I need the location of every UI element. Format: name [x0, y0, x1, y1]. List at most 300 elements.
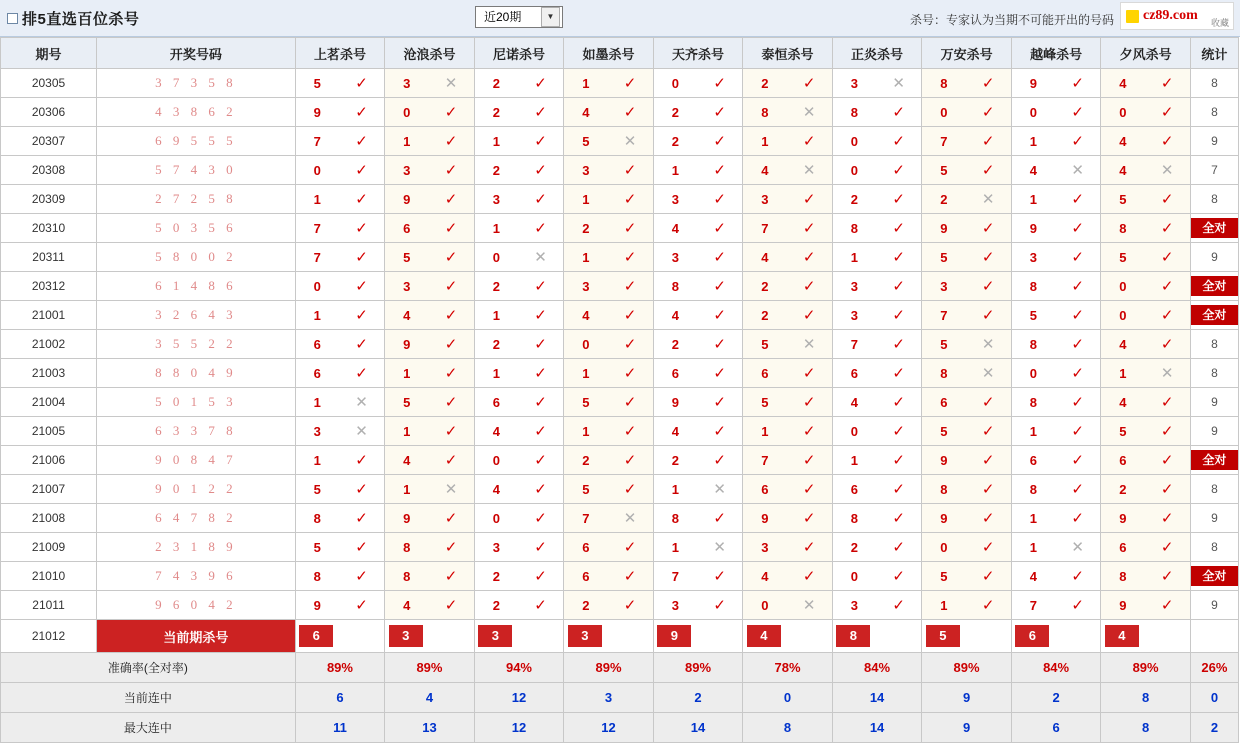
cell-kill-number: 1 [295, 185, 339, 214]
th-expert-8: 万安杀号 [922, 38, 1012, 69]
check-icon: ✓ [607, 156, 653, 185]
cell-open-numbers: 6 1 4 8 6 [97, 272, 296, 301]
cell-kill-number: 5 [922, 562, 966, 591]
cell-kill-number: 6 [295, 359, 339, 388]
check-icon: ✓ [697, 417, 743, 446]
cell-open-numbers: 6 3 3 7 8 [97, 417, 296, 446]
cell-kill-number: 7 [743, 446, 787, 475]
summary-stat: 0 [1190, 683, 1238, 713]
check-icon: ✓ [697, 243, 743, 272]
check-icon: ✓ [1055, 359, 1101, 388]
cell-kill-number: 2 [564, 214, 608, 243]
check-icon: ✓ [786, 69, 832, 98]
cell-kill-number: 2 [564, 446, 608, 475]
cross-icon: ✕ [965, 185, 1011, 214]
check-icon: ✓ [697, 214, 743, 243]
cell-kill-number: 7 [1011, 591, 1055, 620]
check-icon: ✓ [428, 185, 474, 214]
cell-kill-number: 3 [564, 272, 608, 301]
cell-issue: 21012 [1, 620, 97, 653]
check-icon: ✓ [428, 533, 474, 562]
cell-kill-number: 6 [1011, 446, 1055, 475]
check-icon: ✓ [339, 156, 385, 185]
check-icon: ✓ [1055, 330, 1101, 359]
cell-kill-number: 1 [474, 359, 518, 388]
check-icon: ✓ [697, 69, 743, 98]
cell-kill-number: 0 [922, 533, 966, 562]
check-icon: ✓ [965, 475, 1011, 504]
cell-kill-number: 9 [1011, 214, 1055, 243]
th-expert-9: 越峰杀号 [1011, 38, 1101, 69]
check-icon: ✓ [428, 127, 474, 156]
cell-kill-number: 4 [743, 562, 787, 591]
table-row [1, 214, 1239, 243]
cell-kill-number: 0 [1101, 272, 1145, 301]
cell-kill-number: 3 [653, 591, 697, 620]
check-icon: ✓ [518, 417, 564, 446]
check-icon: ✓ [965, 69, 1011, 98]
summary-value: 2 [1011, 683, 1101, 713]
cell-kill-number: 2 [474, 156, 518, 185]
check-icon: ✓ [1145, 272, 1191, 301]
logo-mark-icon [1126, 10, 1139, 23]
cell-kill-number: 8 [922, 475, 966, 504]
cell-kill-number: 1 [1011, 533, 1055, 562]
chevron-down-icon[interactable]: ▼ [541, 7, 560, 27]
cell-kill-number: 9 [1011, 69, 1055, 98]
check-icon: ✓ [786, 388, 832, 417]
page-header [0, 0, 1240, 37]
cross-icon: ✕ [428, 475, 474, 504]
cell-kill-number: 1 [743, 127, 787, 156]
cell-kill-number: 2 [922, 185, 966, 214]
summary-row [1, 713, 1239, 743]
cell-kill-number: 9 [653, 388, 697, 417]
current-kill-number: 4 [1101, 620, 1145, 653]
check-icon: ✓ [428, 388, 474, 417]
check-icon: ✓ [339, 591, 385, 620]
check-icon: ✓ [965, 272, 1011, 301]
summary-value: 89% [1101, 653, 1191, 683]
cell-kill-number: 7 [295, 214, 339, 243]
cell-kill-number: 6 [1101, 533, 1145, 562]
cell-kill-number: 6 [385, 214, 429, 243]
summary-value: 89% [653, 653, 743, 683]
summary-value: 89% [295, 653, 385, 683]
check-icon: ✓ [1145, 533, 1191, 562]
cell-issue: 21008 [1, 504, 97, 533]
cell-issue: 21004 [1, 388, 97, 417]
check-icon: ✓ [786, 243, 832, 272]
cross-icon: ✕ [786, 591, 832, 620]
cross-icon: ✕ [965, 330, 1011, 359]
cell-issue: 20309 [1, 185, 97, 214]
current-kill-blank [1145, 620, 1191, 653]
cell-kill-number: 0 [743, 591, 787, 620]
check-icon: ✓ [876, 330, 922, 359]
check-icon: ✓ [697, 359, 743, 388]
check-icon: ✓ [1055, 69, 1101, 98]
check-icon: ✓ [1055, 388, 1101, 417]
check-icon: ✓ [697, 272, 743, 301]
cell-stat: 9 [1190, 591, 1238, 620]
cell-kill-number: 1 [832, 243, 876, 272]
check-icon: ✓ [428, 417, 474, 446]
check-icon: ✓ [786, 417, 832, 446]
current-kill-blank [518, 620, 564, 653]
check-icon: ✓ [518, 127, 564, 156]
check-icon: ✓ [518, 69, 564, 98]
table-row [1, 156, 1239, 185]
check-icon: ✓ [876, 359, 922, 388]
check-icon: ✓ [1055, 562, 1101, 591]
cell-kill-number: 6 [832, 359, 876, 388]
checkbox-icon[interactable] [7, 13, 18, 24]
summary-value: 94% [474, 653, 564, 683]
cell-kill-number: 4 [743, 156, 787, 185]
check-icon: ✓ [876, 185, 922, 214]
site-logo[interactable] [1120, 2, 1234, 30]
check-icon: ✓ [965, 446, 1011, 475]
check-icon: ✓ [518, 504, 564, 533]
cell-kill-number: 0 [832, 417, 876, 446]
table-row [1, 185, 1239, 214]
summary-value: 78% [743, 653, 833, 683]
check-icon: ✓ [876, 417, 922, 446]
table-row [1, 127, 1239, 156]
cross-icon: ✕ [1145, 359, 1191, 388]
page-title: 排5直选百位杀号 [22, 10, 140, 28]
check-icon: ✓ [697, 156, 743, 185]
cell-kill-number: 2 [653, 127, 697, 156]
check-icon: ✓ [339, 330, 385, 359]
current-kill-number: 5 [922, 620, 966, 653]
cross-icon: ✕ [518, 243, 564, 272]
summary-value: 12 [474, 683, 564, 713]
check-icon: ✓ [428, 359, 474, 388]
current-kill-blank [786, 620, 832, 653]
check-icon: ✓ [518, 388, 564, 417]
summary-stat: 26% [1190, 653, 1238, 683]
check-icon: ✓ [697, 185, 743, 214]
cell-issue: 21010 [1, 562, 97, 591]
period-select-value: 近20期 [484, 10, 522, 24]
cell-open-numbers: 6 9 5 5 5 [97, 127, 296, 156]
check-icon: ✓ [339, 562, 385, 591]
cell-kill-number: 8 [832, 98, 876, 127]
check-icon: ✓ [518, 185, 564, 214]
cross-icon: ✕ [697, 475, 743, 504]
cell-kill-number: 3 [922, 272, 966, 301]
cell-stat: 8 [1190, 98, 1238, 127]
cell-kill-number: 3 [474, 185, 518, 214]
check-icon: ✓ [697, 330, 743, 359]
cell-kill-number: 5 [564, 388, 608, 417]
cell-kill-number: 5 [564, 127, 608, 156]
check-icon: ✓ [607, 562, 653, 591]
cell-kill-number: 8 [653, 272, 697, 301]
cell-stat: 9 [1190, 127, 1238, 156]
cell-kill-number: 1 [1101, 359, 1145, 388]
check-icon: ✓ [876, 446, 922, 475]
check-icon: ✓ [607, 330, 653, 359]
cell-kill-number: 2 [832, 185, 876, 214]
check-icon: ✓ [518, 562, 564, 591]
cell-kill-number: 3 [743, 185, 787, 214]
check-icon: ✓ [1055, 214, 1101, 243]
check-icon: ✓ [1055, 504, 1101, 533]
kill-number-note: 杀号：专家认为当期不可能开出的号码 [909, 13, 1114, 27]
summary-value: 89% [564, 653, 654, 683]
cell-open-numbers: 3 7 3 5 8 [97, 69, 296, 98]
cross-icon: ✕ [339, 388, 385, 417]
cell-kill-number: 5 [295, 69, 339, 98]
th-expert-4: 如墨杀号 [564, 38, 654, 69]
cell-kill-number: 6 [922, 388, 966, 417]
check-icon: ✓ [1055, 417, 1101, 446]
check-icon: ✓ [428, 330, 474, 359]
cell-kill-number: 1 [295, 388, 339, 417]
check-icon: ✓ [786, 185, 832, 214]
cell-kill-number: 2 [474, 98, 518, 127]
check-icon: ✓ [965, 388, 1011, 417]
check-icon: ✓ [339, 214, 385, 243]
check-icon: ✓ [876, 591, 922, 620]
check-icon: ✓ [339, 504, 385, 533]
cell-kill-number: 5 [385, 243, 429, 272]
current-kill-blank [1055, 620, 1101, 653]
check-icon: ✓ [607, 446, 653, 475]
cell-open-numbers: 9 6 0 4 2 [97, 591, 296, 620]
check-icon: ✓ [428, 562, 474, 591]
cell-kill-number: 2 [474, 69, 518, 98]
cell-issue: 20305 [1, 69, 97, 98]
table-row [1, 475, 1239, 504]
check-icon: ✓ [1145, 127, 1191, 156]
cell-issue: 21006 [1, 446, 97, 475]
cell-kill-number: 2 [1101, 475, 1145, 504]
check-icon: ✓ [1145, 446, 1191, 475]
period-select[interactable] [475, 6, 563, 28]
cell-open-numbers: 8 8 0 4 9 [97, 359, 296, 388]
status-badge: 全对 [1191, 450, 1238, 470]
check-icon: ✓ [1055, 243, 1101, 272]
current-period-row [1, 620, 1239, 653]
cell-kill-number: 5 [922, 330, 966, 359]
cell-kill-number: 0 [474, 446, 518, 475]
cell-kill-number: 1 [1011, 504, 1055, 533]
summary-value: 6 [295, 683, 385, 713]
cell-kill-number: 5 [922, 156, 966, 185]
check-icon: ✓ [1145, 591, 1191, 620]
cell-open-numbers: 5 8 0 0 2 [97, 243, 296, 272]
th-expert-3: 尼诺杀号 [474, 38, 564, 69]
check-icon: ✓ [697, 504, 743, 533]
cell-kill-number: 4 [474, 417, 518, 446]
table-row [1, 562, 1239, 591]
check-icon: ✓ [876, 243, 922, 272]
cell-kill-number: 5 [1101, 185, 1145, 214]
check-icon: ✓ [1055, 301, 1101, 330]
cell-kill-number: 4 [474, 475, 518, 504]
cell-kill-number: 3 [474, 533, 518, 562]
check-icon: ✓ [876, 127, 922, 156]
cell-kill-number: 8 [1011, 272, 1055, 301]
camera-icon[interactable]: 收藏 [1210, 18, 1229, 28]
cell-kill-number: 6 [564, 562, 608, 591]
cell-kill-number: 0 [564, 330, 608, 359]
cell-kill-number: 7 [653, 562, 697, 591]
check-icon: ✓ [1145, 301, 1191, 330]
cell-kill-number: 3 [653, 243, 697, 272]
cell-kill-number: 4 [1101, 127, 1145, 156]
cell-open-numbers: 7 4 3 9 6 [97, 562, 296, 591]
check-icon: ✓ [965, 591, 1011, 620]
table-row [1, 330, 1239, 359]
cell-kill-number: 9 [295, 591, 339, 620]
cell-issue: 20312 [1, 272, 97, 301]
cell-kill-number: 3 [385, 69, 429, 98]
cell-kill-number: 4 [1011, 562, 1055, 591]
cell-kill-number: 6 [743, 475, 787, 504]
check-icon: ✓ [1055, 272, 1101, 301]
status-badge: 全对 [1191, 566, 1238, 586]
cross-icon: ✕ [339, 417, 385, 446]
check-icon: ✓ [339, 359, 385, 388]
cross-icon: ✕ [1055, 533, 1101, 562]
check-icon: ✓ [518, 98, 564, 127]
cross-icon: ✕ [607, 504, 653, 533]
check-icon: ✓ [1145, 69, 1191, 98]
check-icon: ✓ [786, 504, 832, 533]
current-kill-number: 8 [832, 620, 876, 653]
check-icon: ✓ [428, 446, 474, 475]
cell-kill-number: 4 [1101, 330, 1145, 359]
cell-kill-number: 5 [295, 475, 339, 504]
cell-kill-number: 1 [474, 127, 518, 156]
check-icon: ✓ [876, 475, 922, 504]
check-icon: ✓ [1145, 475, 1191, 504]
cell-kill-number: 4 [564, 98, 608, 127]
check-icon: ✓ [876, 388, 922, 417]
cross-icon: ✕ [786, 330, 832, 359]
summary-value: 9 [922, 713, 1012, 743]
cell-kill-number: 5 [1101, 243, 1145, 272]
cell-kill-number: 2 [743, 69, 787, 98]
check-icon: ✓ [1055, 185, 1101, 214]
current-kill-blank [607, 620, 653, 653]
table-row [1, 446, 1239, 475]
check-icon: ✓ [697, 591, 743, 620]
summary-value: 13 [385, 713, 475, 743]
check-icon: ✓ [607, 533, 653, 562]
check-icon: ✓ [1055, 446, 1101, 475]
check-icon: ✓ [518, 359, 564, 388]
check-icon: ✓ [965, 417, 1011, 446]
cell-kill-number: 9 [743, 504, 787, 533]
check-icon: ✓ [518, 272, 564, 301]
cell-kill-number: 4 [653, 417, 697, 446]
check-icon: ✓ [1145, 98, 1191, 127]
cell-kill-number: 2 [653, 446, 697, 475]
cell-stat: 9 [1190, 243, 1238, 272]
cell-kill-number: 8 [653, 504, 697, 533]
cell-kill-number: 0 [832, 156, 876, 185]
cross-icon: ✕ [786, 98, 832, 127]
cell-open-numbers: 5 0 3 5 6 [97, 214, 296, 243]
cell-stat [1190, 214, 1238, 243]
table-row [1, 359, 1239, 388]
summary-value: 3 [564, 683, 654, 713]
cell-kill-number: 6 [832, 475, 876, 504]
cell-kill-number: 3 [653, 185, 697, 214]
cell-stat: 9 [1190, 417, 1238, 446]
check-icon: ✓ [786, 127, 832, 156]
cell-stat: 8 [1190, 69, 1238, 98]
check-icon: ✓ [339, 185, 385, 214]
table-row [1, 504, 1239, 533]
cell-kill-number: 5 [1011, 301, 1055, 330]
cell-open-numbers: 3 2 6 4 3 [97, 301, 296, 330]
cell-stat: 9 [1190, 388, 1238, 417]
cell-stat [1190, 562, 1238, 591]
table-row [1, 301, 1239, 330]
cell-kill-number: 6 [295, 330, 339, 359]
cell-open-numbers: 2 3 1 8 9 [97, 533, 296, 562]
summary-value: 14 [832, 683, 922, 713]
cell-kill-number: 4 [1101, 69, 1145, 98]
cell-kill-number: 0 [922, 98, 966, 127]
summary-value: 6 [1011, 713, 1101, 743]
cell-kill-number: 0 [1101, 301, 1145, 330]
check-icon: ✓ [965, 301, 1011, 330]
summary-value: 8 [743, 713, 833, 743]
check-icon: ✓ [339, 98, 385, 127]
summary-value: 8 [1101, 713, 1191, 743]
cell-kill-number: 9 [295, 98, 339, 127]
current-kill-number: 3 [564, 620, 608, 653]
cross-icon: ✕ [965, 359, 1011, 388]
check-icon: ✓ [428, 272, 474, 301]
check-icon: ✓ [965, 243, 1011, 272]
cell-kill-number: 3 [832, 272, 876, 301]
check-icon: ✓ [1145, 185, 1191, 214]
cell-kill-number: 4 [385, 301, 429, 330]
current-kill-number: 9 [653, 620, 697, 653]
summary-value: 0 [743, 683, 833, 713]
check-icon: ✓ [607, 359, 653, 388]
cell-kill-number: 1 [922, 591, 966, 620]
cell-kill-number: 8 [1101, 562, 1145, 591]
summary-value: 14 [832, 713, 922, 743]
cell-kill-number: 1 [385, 127, 429, 156]
check-icon: ✓ [1145, 388, 1191, 417]
check-icon: ✓ [339, 475, 385, 504]
cell-kill-number: 0 [832, 127, 876, 156]
cell-kill-number: 6 [474, 388, 518, 417]
cell-kill-number: 4 [1011, 156, 1055, 185]
cell-kill-number: 2 [832, 533, 876, 562]
th-expert-5: 天齐杀号 [653, 38, 743, 69]
cell-kill-number: 2 [743, 272, 787, 301]
cell-kill-number: 8 [295, 504, 339, 533]
table-header-row [1, 38, 1239, 69]
current-kill-number: 3 [385, 620, 429, 653]
check-icon: ✓ [1145, 243, 1191, 272]
cell-kill-number: 4 [832, 388, 876, 417]
cell-kill-number: 1 [295, 301, 339, 330]
th-expert-7: 正炎杀号 [832, 38, 922, 69]
